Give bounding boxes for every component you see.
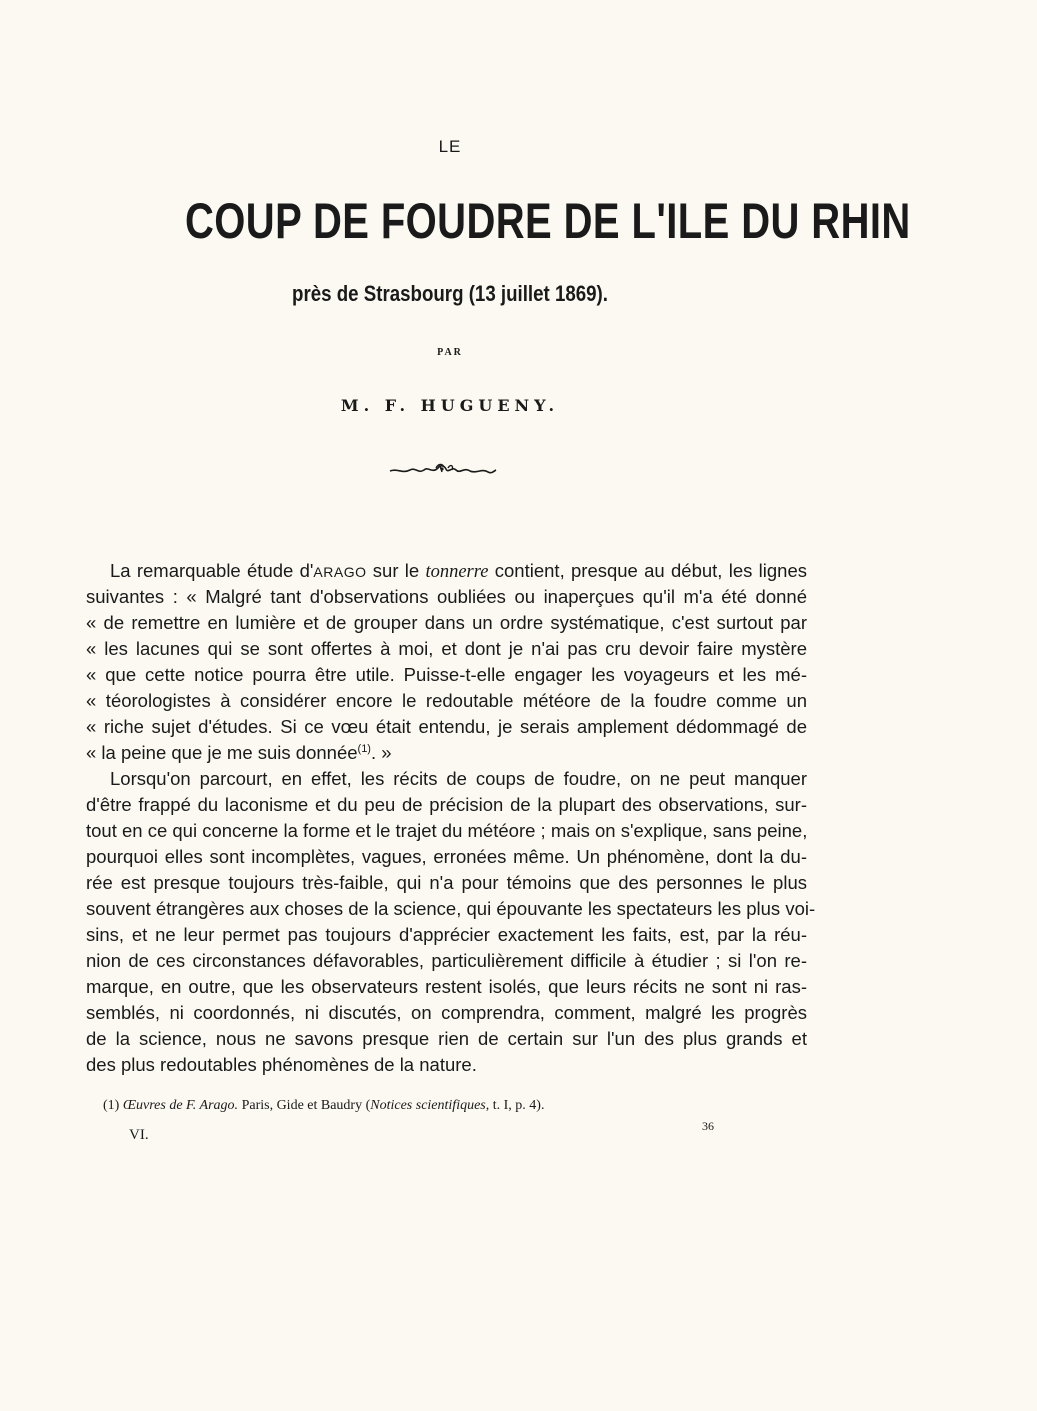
body-line: suivantes : « Malgré tant d'observations oubliées ou inaperçues qu'il m'a été donné — [86, 586, 807, 607]
body-line: rée est presque toujours très-faible, qui n'a pour témoins que des personnes le plus — [86, 872, 807, 893]
body-line: « riche sujet d'études. Si ce vœu était entendu, je serais amplement dédommagé de — [86, 716, 807, 737]
body-line: tout en ce qui concerne la forme et le trajet du météore ; mais on s'explique, sans peine, — [86, 820, 808, 841]
body-line: sins, et ne leur permet pas toujours d'apprécier exactement les faits, est, par la réu- — [86, 924, 807, 945]
page-title: COUP DE FOUDRE DE L'ILE DU RHIN — [185, 193, 911, 249]
body-line: « les lacunes qui se sont offertes à moi, et dont je n'ai pas cru devoir faire mystère — [86, 638, 807, 659]
body-line: « téorologistes à considérer encore le redoutable météore de la foudre comme un — [86, 690, 807, 711]
body-line: pourquoi elles sont incomplètes, vagues, erronées même. Un phénomène, dont la du- — [86, 846, 807, 867]
body-line: nion de ces circonstances défavorables, particulièrement difficile à étudier ; si l'on re- — [86, 950, 807, 971]
body-line: souvent étrangères aux choses de la science, qui épouvante les spectateurs les plus voi- — [86, 898, 816, 919]
body-line: semblés, ni coordonnés, ni discutés, on comprendra, comment, malgré les progrès — [86, 1002, 807, 1023]
title-article: LE — [438, 137, 462, 156]
body-line: d'être frappé du laconisme et du peu de précision de la plupart des observations, sur- — [86, 794, 807, 815]
by-label: PAR — [437, 347, 463, 358]
footnote-mark: (1) — [103, 1098, 120, 1113]
body-line: La remarquable étude d'ARAGO sur le tonnerre contient, presque au début, les lignes — [110, 560, 807, 582]
signature-mark: VI. — [129, 1127, 149, 1143]
subtitle: près de Strasbourg (13 juillet 1869). — [292, 281, 608, 306]
body-line: de la science, nous ne savons presque rien de certain sur l'un des plus grands et — [86, 1028, 807, 1049]
footnote: (1) Œuvres de F. Arago. Paris, Gide et Baudry (Notices scientifiques, t. I, p. 4). — [103, 1098, 545, 1113]
body-line: des plus redoutables phénomènes de la nature. — [86, 1054, 477, 1075]
body-line: « que cette notice pourra être utile. Puisse-t-elle engager les voyageurs et les mé- — [86, 664, 807, 685]
body-text — [86, 558, 816, 1078]
body-line: « la peine que je me suis donnée$^{(1)}$. » — [86, 742, 392, 763]
decorative-fleuron-icon — [388, 462, 498, 478]
signature-number: 36 — [702, 1119, 714, 1133]
body-line: Lorsqu'on parcourt, en effet, les récits de coups de foudre, on ne peut manquer — [110, 768, 807, 789]
small-caps-name: ARAGO — [313, 564, 367, 580]
footnote-ref: (1) — [357, 742, 371, 755]
body-line: « de remettre en lumière et de grouper dans un ordre systématique, c'est surtout par — [86, 612, 807, 633]
author-name: M. F. HUGUENY. — [340, 396, 560, 415]
body-line: marque, en outre, que les observateurs restent isolés, que leurs récits ne sont ni ras- — [86, 976, 807, 997]
